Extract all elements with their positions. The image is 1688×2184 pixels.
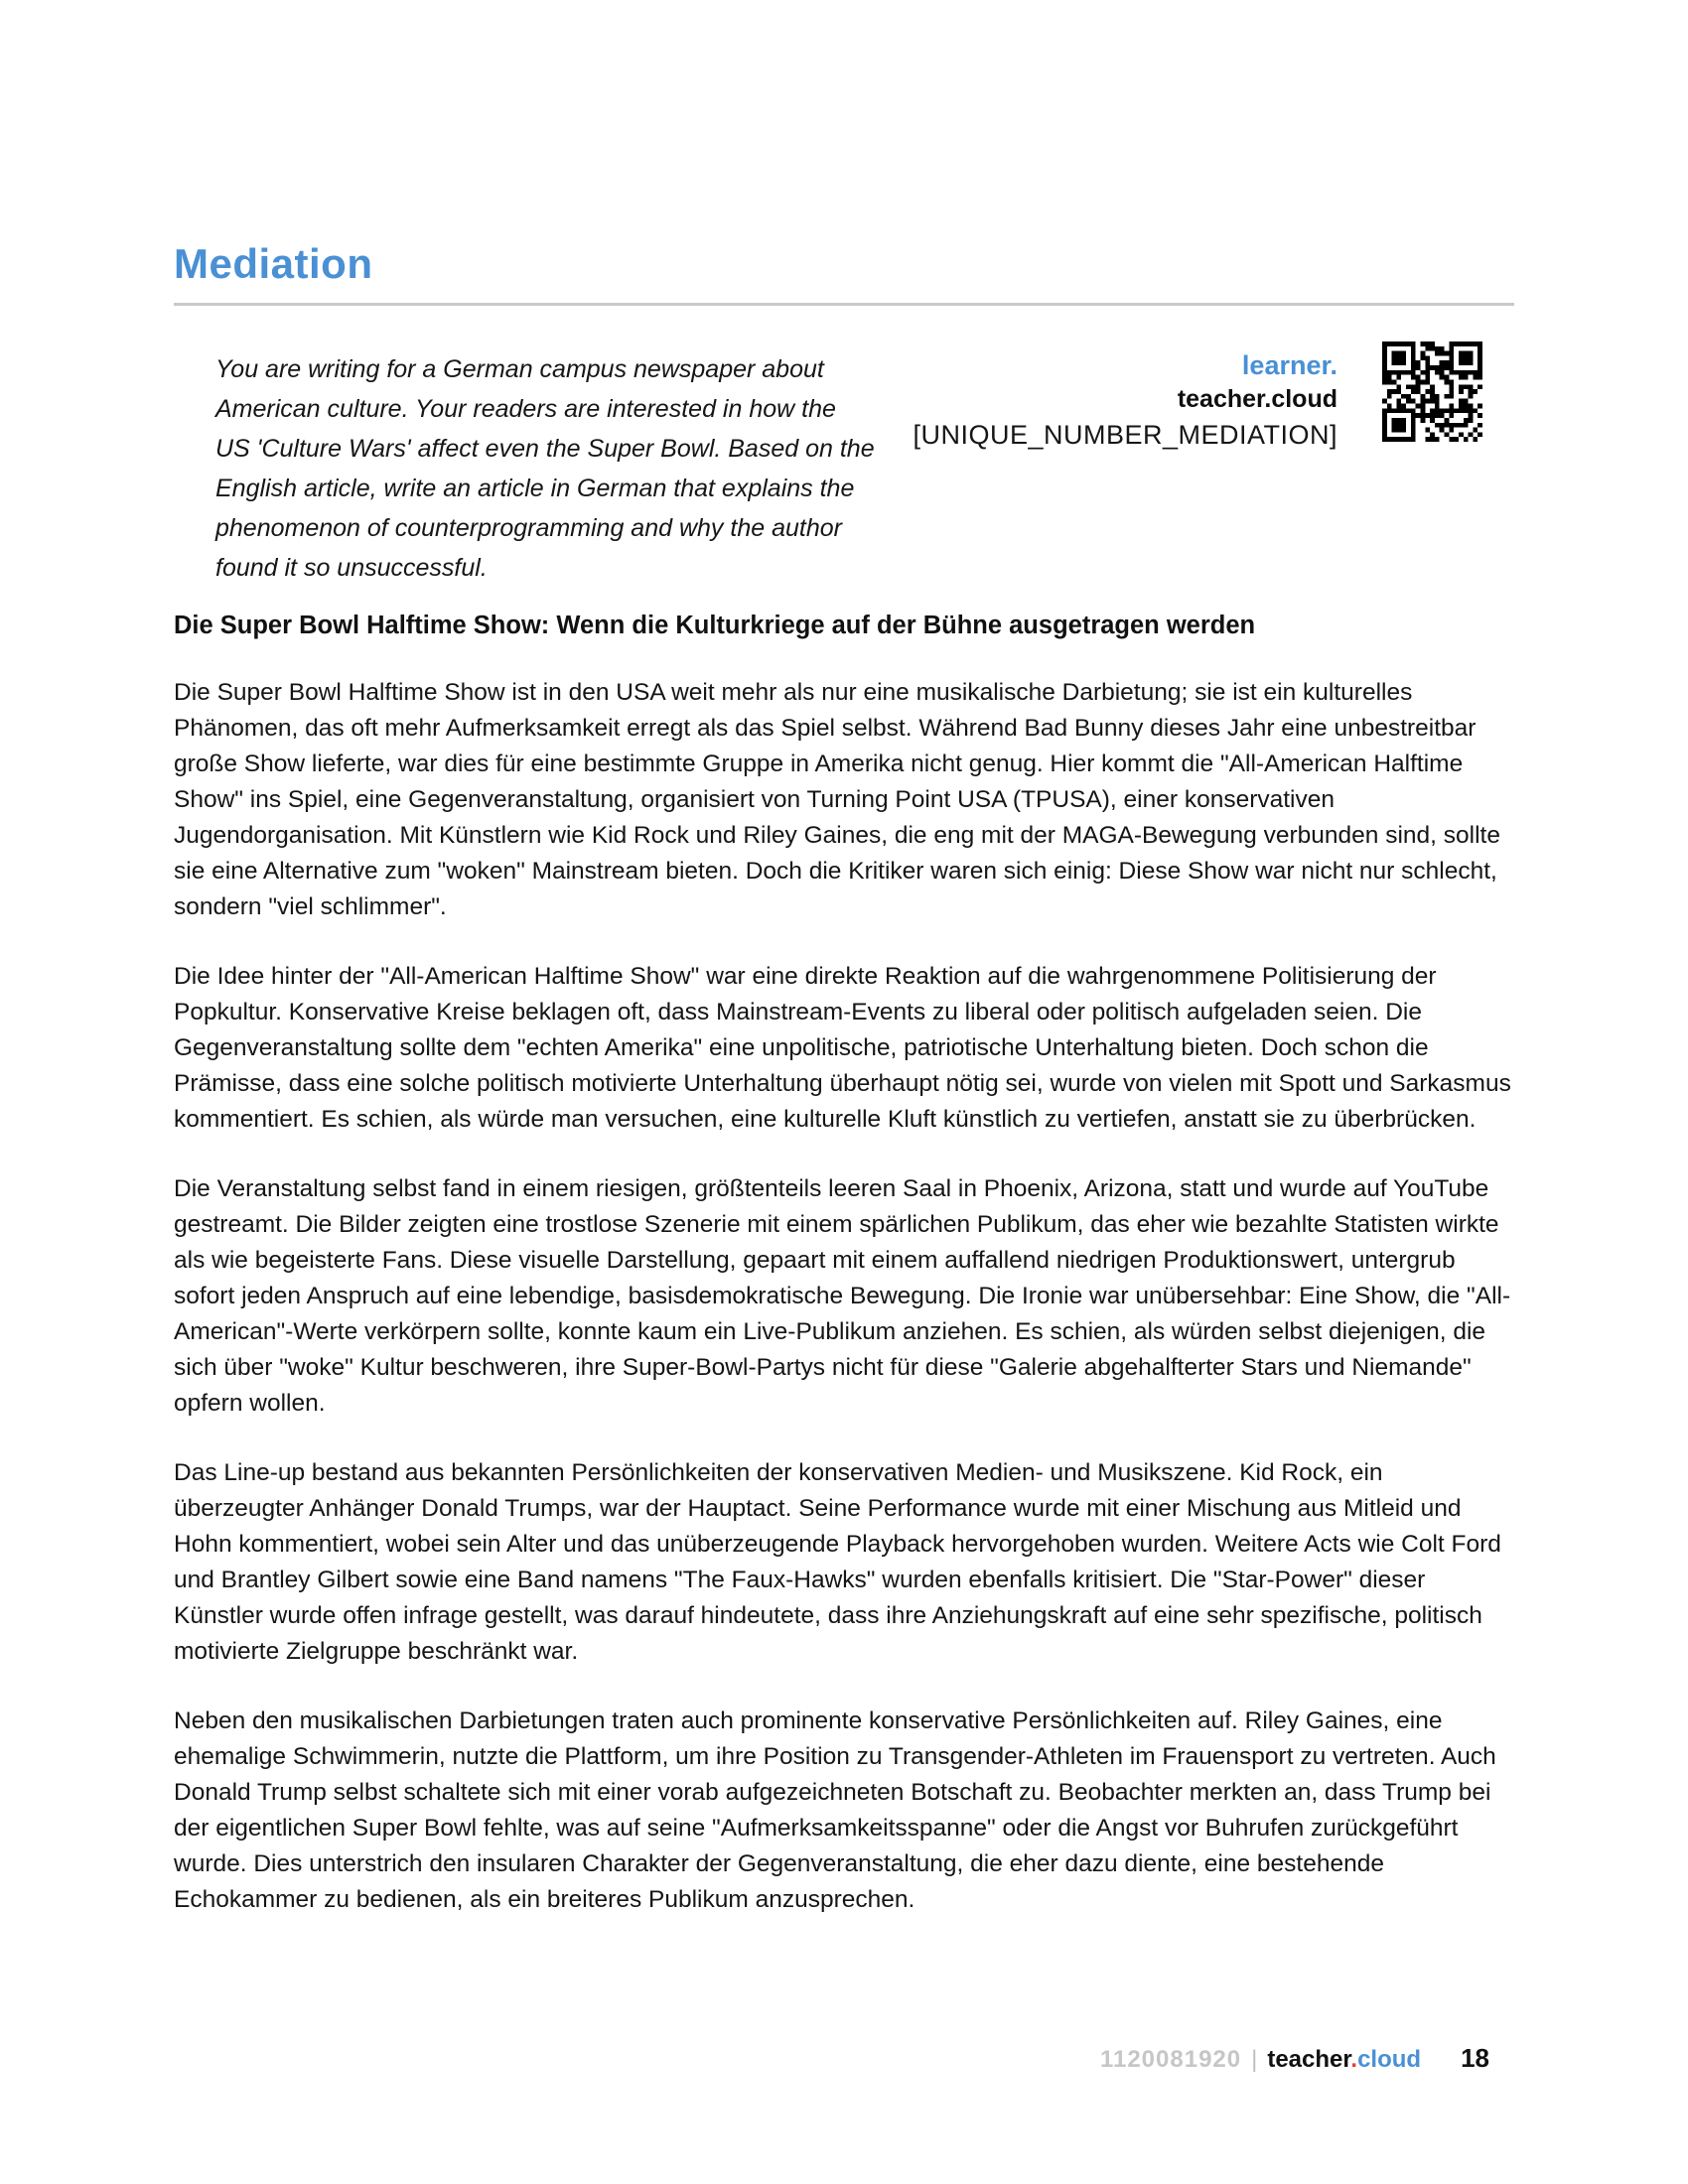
- footer-brand-teacher: teacher: [1267, 2046, 1351, 2073]
- article-title: Die Super Bowl Halftime Show: Wenn die Kulturkriege auf der Bühne ausgetragen werden: [174, 612, 1256, 639]
- article-paragraph-1: Die Super Bowl Halftime Show ist in den USA weit mehr als nur eine musikalische Darbietung; sie ist ein kulturelles Phänomen, das oft mehr Aufmerksamkeit erregt als das Spiel selbst. Während Bad Bunny dieses Jahr eine unbestreitbar große Show lieferte, war dies für eine bestimmte Gruppe in Amerika nicht genug. Hier kommt die "All-American Halftime Show" ins Spiel, eine Gegenveranstaltung, organisiert von Turning Point USA (TPUSA), einer konservativen Jugendorganisation. Mit Künstlern wie Kid Rock und Riley Gaines, die eng mit der MAGA-Bewegung verbunden sind, sollte sie eine Alternative zum "woken" Mainstream bieten. Doch die Kritiker waren sich einig: Diese Show war nicht nur schlecht, sondern "viel schlimmer".: [174, 679, 1500, 920]
- page-content: [0, 241, 1688, 1918]
- article-paragraph-2: Die Idee hinter der "All-American Halftime Show" war eine direkte Reaktion auf die wahrgenommene Politisierung der Popkultur. Konservative Kreise beklagen oft, dass Mainstream-Events zu liberal oder politisch aufgeladen seien. Die Gegenveranstaltung sollte dem "echten Amerika" eine unpolitische, patriotische Unterhaltung bieten. Doch schon die Prämisse, dass eine solche politisch motivierte Unterhaltung überhaupt nötig sei, wurde von vielen mit Spott und Sarkasmus kommentiert. Es schien, als würde man versuchen, eine kulturelle Kluft künstlich zu vertiefen, anstatt sie zu überbrücken.: [174, 963, 1511, 1133]
- task-header-row: [174, 349, 1514, 588]
- document-id: 1120081920: [1099, 2046, 1242, 2073]
- qr-code-icon: [1382, 341, 1482, 442]
- article-paragraph-5: Neben den musikalischen Darbietungen traten auch prominente konservative Persönlichkeiten auf. Riley Gaines, eine ehemalige Schwimmerin, nutzte die Plattform, um ihre Position zu Transgender-Athleten im Frauensport zu vertreten. Auch Donald Trump selbst schaltete sich mit einer vorab aufgezeichneten Botschaft zu. Beobachter merkten an, dass Trump bei der eigentlichen Super Bowl fehlte, was auf seine "Aufmerksamkeitsspanne" oder die Angst vor Buhrufen zurückgeführt wurde. Dies unterstrich den insularen Charakter der Gegenveranstaltung, die eher dazu diente, eine bestehende Echokammer zu bedienen, als ein breiteres Publikum anzusprechen.: [174, 1707, 1496, 1913]
- page-footer: [1100, 2043, 1489, 2074]
- article-paragraph-3: Die Veranstaltung selbst fand in einem riesigen, größtenteils leeren Saal in Phoenix, Arizona, statt und wurde auf YouTube gestreamt. Die Bilder zeigten eine trostlose Szenerie mit einem spärlichen Publikum, das eher wie bezahlte Statisten wirkte als wie begeisterte Fans. Diese visuelle Darstellung, gepaart mit einem auffallend niedrigen Produktionswert, untergrub sofort jeden Anspruch auf eine lebendige, basisdemokratische Bewegung. Die Ironie war unübersehbar: Eine Show, die "All-American"-Werte verkörpern sollte, konnte kaum ein Live-Publikum anziehen. Es schien, als würden selbst diejenigen, die sich über "woke" Kultur beschweren, ihre Super-Bowl-Partys nicht für diese "Galerie abgehalfterter Stars und Niemande" opfern wollen.: [174, 1175, 1511, 1417]
- task-instruction: You are writing for a German campus newspaper about American culture. Your readers are interested in how the US 'Culture Wars' affect even the Super Bowl. Based on the English article, write an article in German that explains the phenomenon of counterprogramming and why the author found it so unsuccessful.: [215, 355, 875, 582]
- page-title: Mediation: [174, 240, 373, 287]
- unique-number-placeholder: [UNIQUE_NUMBER_MEDIATION]: [913, 420, 1337, 450]
- article-paragraph-4: Das Line-up bestand aus bekannten Persönlichkeiten der konservativen Medien- und Musikszene. Kid Rock, ein überzeugter Anhänger Donald Trumps, war der Hauptact. Seine Performance wurde mit einer Mischung aus Mitleid und Hohn kommentiert, wobei sein Alter und das unüberzeugende Playback hervorgehoben wurden. Weitere Acts wie Colt Ford und Brantley Gilbert sowie eine Band namens "The Faux-Hawks" wurden ebenfalls kritisiert. Die "Star-Power" dieser Künstler wurde offen infrage gestellt, was darauf hindeutete, dass ihre Anziehungskraft auf eine sehr spezifische, politisch motivierte Zielgruppe beschränkt war.: [174, 1459, 1501, 1665]
- branding-block: [875, 349, 1337, 454]
- section-divider: [174, 303, 1514, 306]
- page-number: 18: [1461, 2043, 1489, 2073]
- learner-brand-label: learner.: [1241, 350, 1337, 380]
- footer-brand-dot: .: [1350, 2046, 1358, 2073]
- footer-separator: |: [1251, 2046, 1258, 2073]
- teacher-cloud-brand-label: teacher.cloud: [1177, 385, 1337, 413]
- footer-brand-cloud: cloud: [1357, 2046, 1422, 2073]
